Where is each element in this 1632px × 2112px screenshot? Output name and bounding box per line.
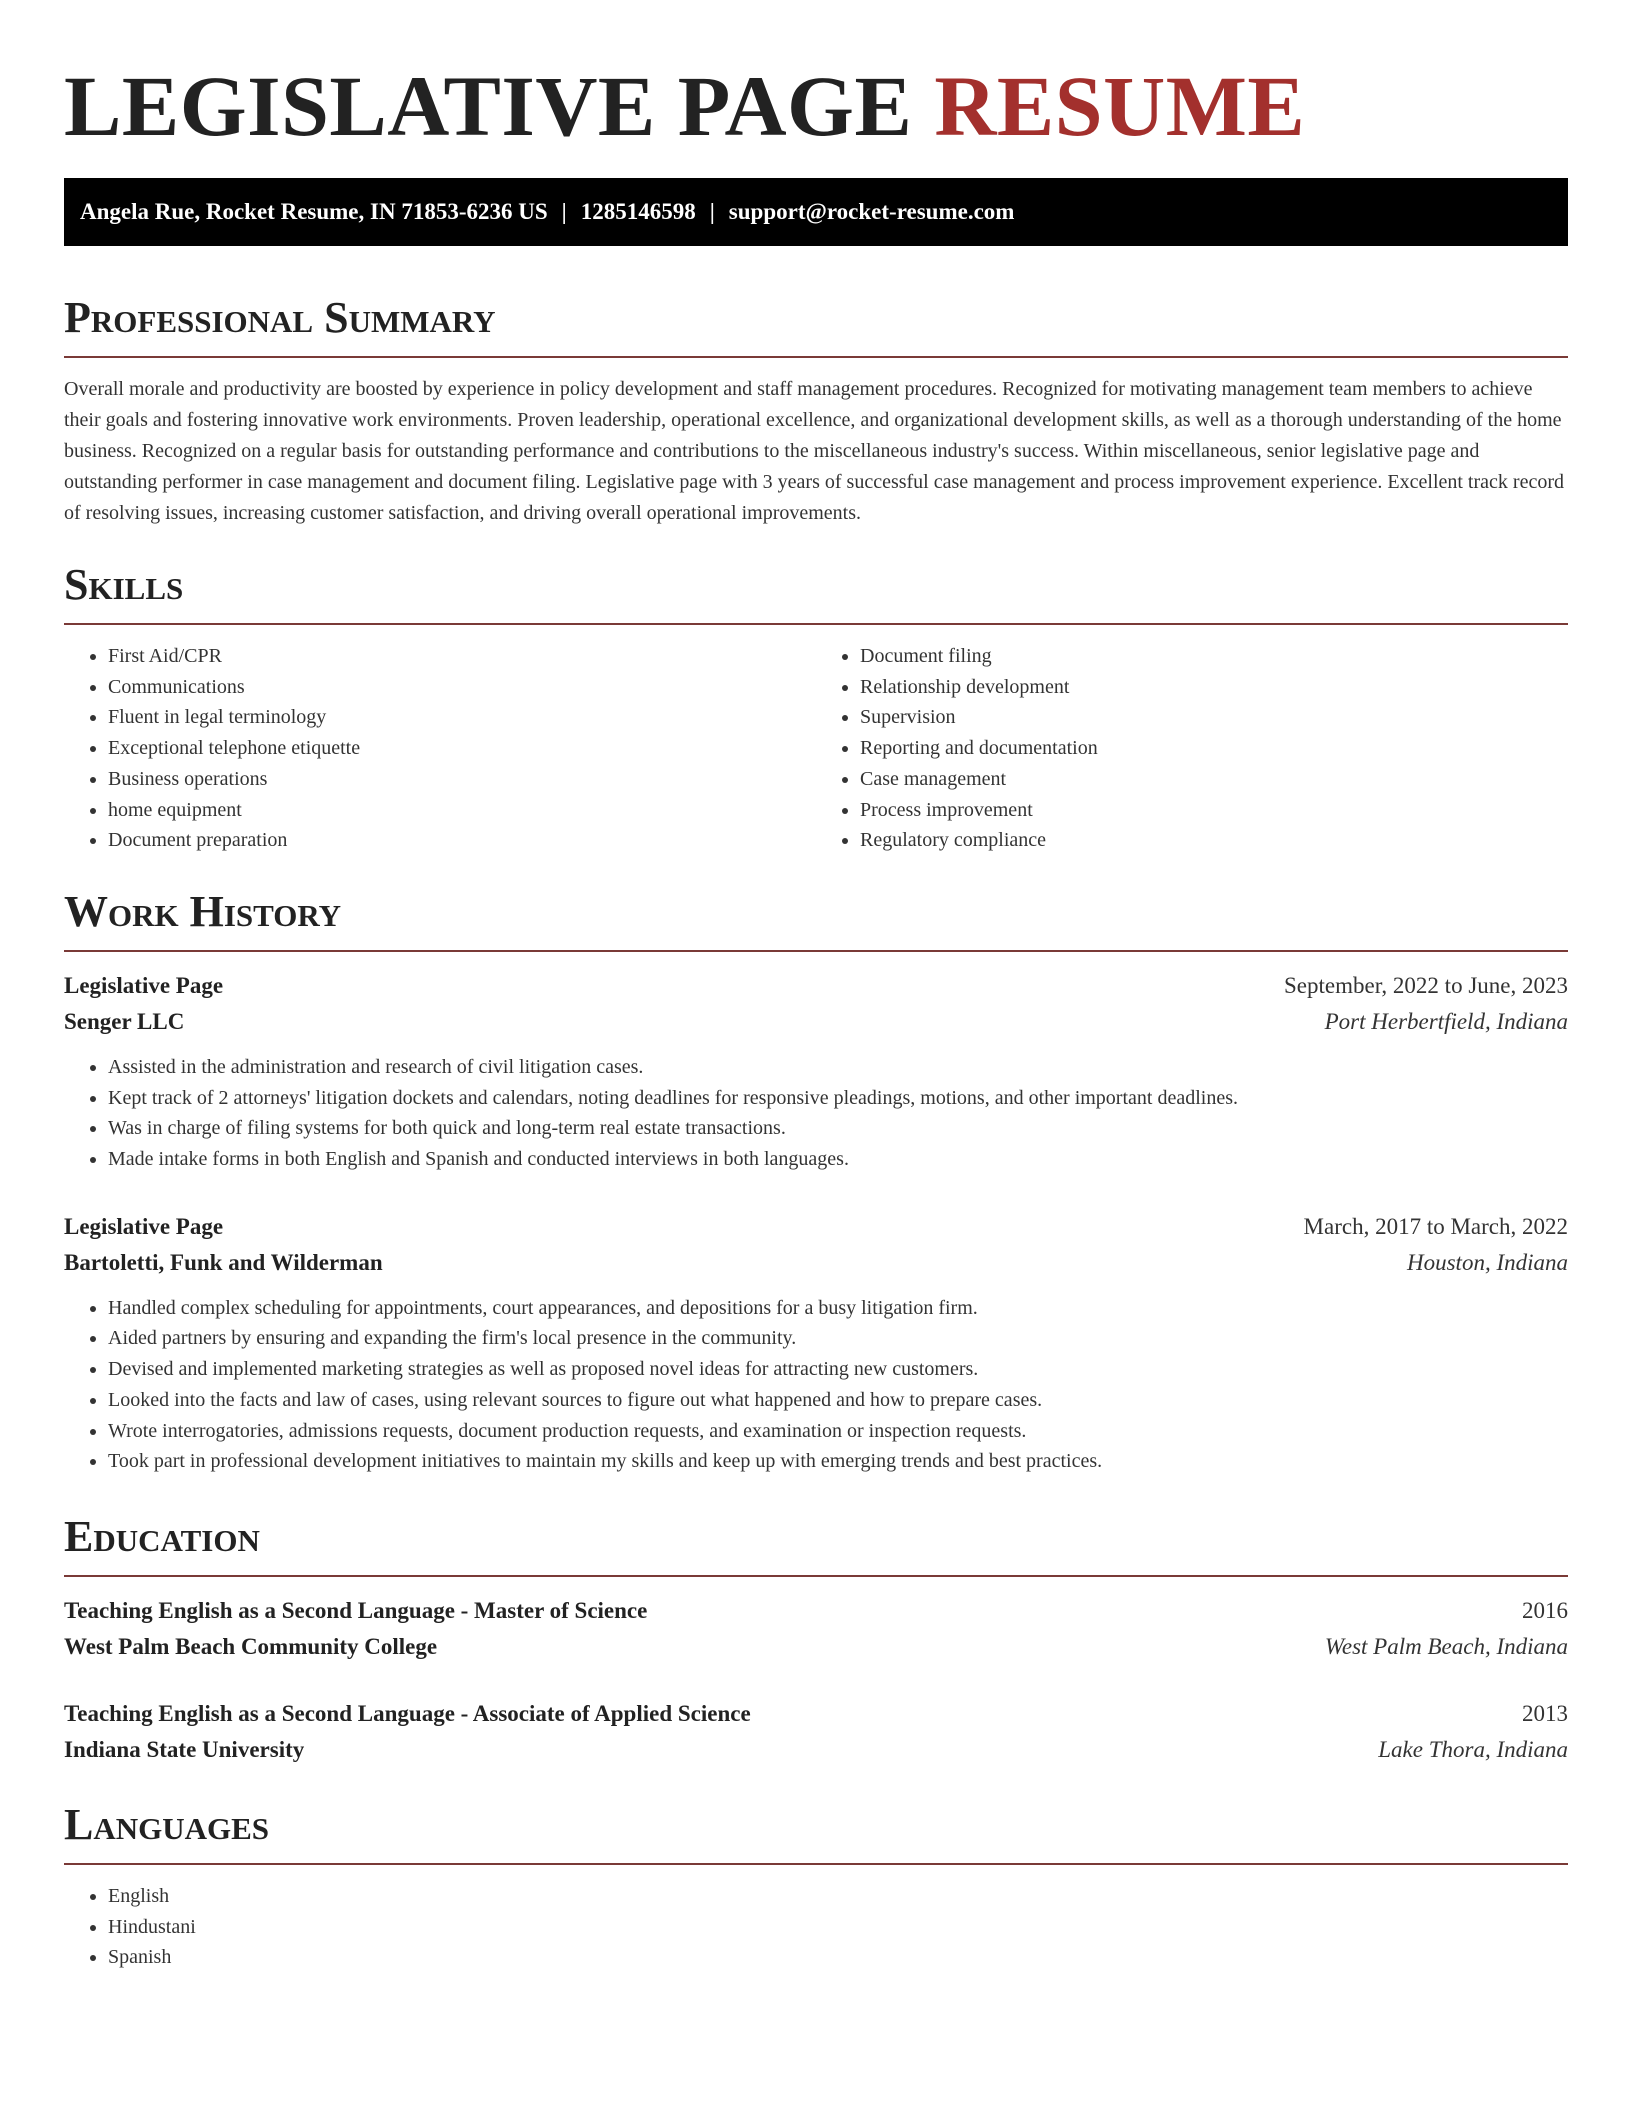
- language-item: • Hindustani: [108, 1912, 1568, 1943]
- job-company: Senger LLC: [64, 1008, 185, 1034]
- contact-bar: [64, 178, 1568, 246]
- skill-item: • Communications: [108, 672, 816, 703]
- contact-separator: |: [709, 199, 715, 224]
- job-duty: • Kept track of 2 attorneys' litigation dockets and calendars, noting deadlines for responsive pleadings, motions, and other important deadlines.: [108, 1083, 1568, 1114]
- job-dates: March, 2017 to March, 2022: [1303, 1213, 1568, 1239]
- skill-item: • Document filing: [860, 641, 1568, 672]
- job-location: Houston, Indiana: [1407, 1249, 1568, 1275]
- title-main: LEGISLATIVE PAGE: [64, 58, 913, 154]
- school-name: West Palm Beach Community College: [64, 1633, 438, 1659]
- summary-text: Overall morale and productivity are boosted by experience in policy development and staff management procedures. Recognized for motivating management team members to achieve their goals and fostering innovative work environments. Proven leadership, operational excellence, and organizational development skills, as well as a thorough understanding of the home business. Recognized on a regular basis for outstanding performance and contributions to the miscellaneous industry's success. Within miscellaneous, senior legislative page and outstanding performer in case management and document filing. Legislative page with 3 years of successful case management and process improvement experience. Excellent track record of resolving issues, increasing customer satisfaction, and driving overall operational improvements.: [64, 378, 1564, 524]
- job-duty: • Aided partners by ensuring and expanding the firm's local presence in the community.: [108, 1323, 1568, 1354]
- language-item: • Spanish: [108, 1942, 1568, 1973]
- school-name: Indiana State University: [64, 1736, 305, 1762]
- job-title: Legislative Page: [64, 1213, 224, 1239]
- skills-column-right: [816, 641, 1568, 856]
- degree-name: Teaching English as a Second Language - Master of Science: [64, 1597, 648, 1623]
- skill-item: • First Aid/CPR: [108, 641, 816, 672]
- skill-item: • Fluent in legal terminology: [108, 702, 816, 733]
- job-duty: • Took part in professional development initiatives to maintain my skills and keep up with emerging trends and best practices.: [108, 1446, 1568, 1477]
- section-heading-summary: Professional Summary: [64, 293, 496, 342]
- job-duty: • Devised and implemented marketing strategies as well as proposed novel ideas for attracting new customers.: [108, 1354, 1568, 1385]
- section-heading-languages: Languages: [64, 1799, 270, 1849]
- job-location: Port Herbertfield, Indiana: [1324, 1008, 1568, 1034]
- skills-column-left: [64, 641, 816, 856]
- skill-item: • Exceptional telephone etiquette: [108, 733, 816, 764]
- job-entry: [64, 1209, 1568, 1477]
- job-title: Legislative Page: [64, 972, 224, 998]
- job-duty: • Made intake forms in both English and Spanish and conducted interviews in both languages.: [108, 1144, 1568, 1175]
- contact-address: Angela Rue, Rocket Resume, IN 71853-6236 US: [80, 199, 548, 224]
- job-dates: September, 2022 to June, 2023: [1284, 972, 1568, 998]
- education-entry: [64, 1593, 1568, 1665]
- skill-item: • Supervision: [860, 702, 1568, 733]
- job-duty: • Wrote interrogatories, admissions requests, document production requests, and examination or inspection requests.: [108, 1416, 1568, 1447]
- resume-title: [64, 56, 1568, 156]
- skill-item: • Business operations: [108, 764, 816, 795]
- skill-item: • Document preparation: [108, 825, 816, 856]
- job-duty: • Looked into the facts and law of cases, using relevant sources to figure out what happened and how to prepare cases.: [108, 1385, 1568, 1416]
- education-entry: [64, 1696, 1568, 1768]
- school-location: West Palm Beach, Indiana: [1324, 1633, 1568, 1659]
- job-duties: [64, 1293, 1568, 1477]
- job-duty: • Handled complex scheduling for appointments, court appearances, and depositions for a busy litigation firm.: [108, 1293, 1568, 1324]
- skills-list: [64, 641, 1568, 856]
- section-divider: [64, 356, 1568, 358]
- languages-list: [64, 1881, 1568, 1973]
- section-divider: [64, 623, 1568, 625]
- section-divider: [64, 950, 1568, 952]
- job-duty: • Was in charge of filing systems for both quick and long-term real estate transactions.: [108, 1113, 1568, 1144]
- skill-item: • Process improvement: [860, 795, 1568, 826]
- section-divider: [64, 1575, 1568, 1577]
- contact-phone: 1285146598: [580, 199, 696, 224]
- section-heading-education: Education: [64, 1511, 260, 1561]
- contact-email: support@rocket-resume.com: [728, 199, 1015, 224]
- contact-separator: |: [561, 199, 567, 224]
- job-duty: • Assisted in the administration and research of civil litigation cases.: [108, 1052, 1568, 1083]
- degree-name: Teaching English as a Second Language - Associate of Applied Science: [64, 1700, 751, 1726]
- skill-item: • Relationship development: [860, 672, 1568, 703]
- skill-item: • home equipment: [108, 795, 816, 826]
- skill-item: • Regulatory compliance: [860, 825, 1568, 856]
- title-accent: RESUME: [934, 58, 1306, 154]
- language-item: • English: [108, 1881, 1568, 1912]
- job-duties: [64, 1052, 1568, 1175]
- job-company: Bartoletti, Funk and Wilderman: [64, 1249, 383, 1275]
- job-entry: [64, 968, 1568, 1175]
- graduation-year: 2013: [1522, 1700, 1568, 1726]
- section-heading-skills: Skills: [64, 560, 184, 609]
- skill-item: • Reporting and documentation: [860, 733, 1568, 764]
- section-divider: [64, 1863, 1568, 1865]
- school-location: Lake Thora, Indiana: [1378, 1736, 1568, 1762]
- graduation-year: 2016: [1522, 1597, 1568, 1623]
- section-heading-work-history: Work History: [64, 886, 342, 936]
- skill-item: • Case management: [860, 764, 1568, 795]
